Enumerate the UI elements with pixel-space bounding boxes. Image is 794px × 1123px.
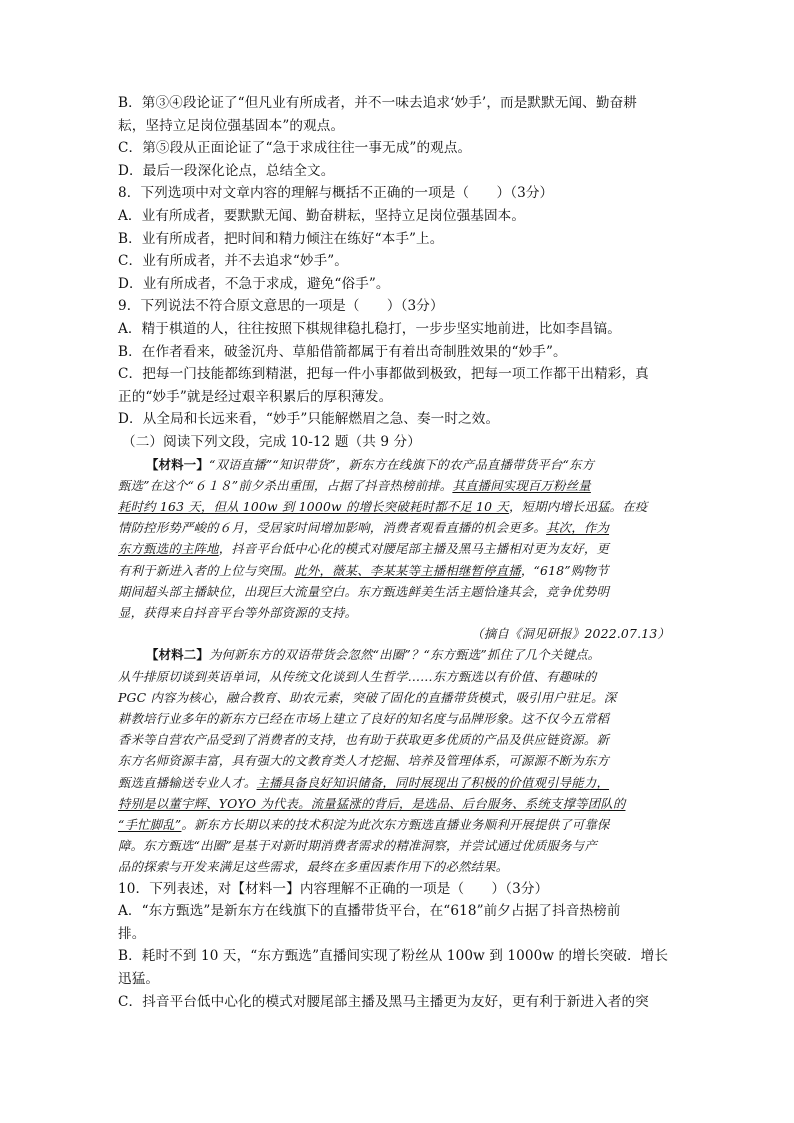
material2-line-10: 障。东方甄选“出圈”是基于对新时期消费者需求的精准洞察，并尝试通过优质服务与产	[118, 838, 597, 854]
q9-stem: 9．下列说法不符合原文意思的一项是（ ）（3分）	[118, 298, 444, 315]
q10-option-a-line2: 排。	[118, 925, 146, 942]
q10-option-c-line1: C．抖音平台低中心化的模式对腰尾部主播及黑马主播更为友好，更有利于新进入者的突	[118, 993, 649, 1010]
q7-option-c: C．第⑤段从正面论证了“急于求成往往一事无成”的观点。	[118, 140, 472, 157]
material2-line-9	[118, 814, 670, 835]
material1-line-6	[118, 560, 670, 581]
question-10	[118, 878, 670, 1014]
page-content	[118, 92, 670, 1013]
q9-option-b: B．在作者看来，破釜沉舟、草船借箭都属于有着出奇制胜效果的“妙手”。	[118, 343, 567, 360]
q10-option-b-line1: B．耗时不到 10 天，“东方甄选”直播间实现了粉丝从 100w 到 1000w 的增长突破．增长	[118, 948, 669, 965]
material2-text-1: 为何新东方的双语带货会忽然“出圈”？“东方甄选”抓住了几个关键点。	[208, 647, 601, 663]
q8-option-c: C．业有所成者，并不去追求“妙手”。	[118, 253, 349, 270]
question-9	[118, 295, 670, 431]
q7-option-d: D．最后一段深化论点，总结全文。	[118, 162, 335, 179]
material1-line-1	[118, 454, 670, 475]
material2-line-7	[118, 772, 670, 793]
material2-line-1	[118, 644, 670, 665]
material1-underline-2: 耗时约 163 天，但从 100w 到 1000w 的增长突破耗时都不足 10 天	[118, 498, 509, 514]
q7-option-b-line2: 耘，坚持立足岗位强基固本”的观点。	[118, 117, 345, 134]
material2-line-3: PGC 内容为核心，融合教育、助农元素，突破了固化的直播带货模式，吸引用户驻足。深	[118, 689, 617, 705]
material1-underline-3: 其次，作为	[546, 520, 610, 536]
material1-line-7: 期间超头部主播缺位，出现巨大流量空白。东方甄选鲜美生活主题恰逢其会，竞争优势明	[118, 583, 610, 599]
section-2-title: （二）阅读下列文段，完成 10-12 题（共 9 分）	[122, 433, 421, 450]
material1-line-5	[118, 538, 670, 559]
material1-text-6c: ，“618”购物节	[520, 562, 609, 578]
q9-option-c-line1: C．把每一门技能都练到精湛，把每一件小事都做到极致，把每一项工作都干出精彩，真	[118, 366, 649, 383]
q7-option-b-line1: B．第③④段论证了“但凡业有所成者，并不一味去追求‘妙手’，而是默默无闻、勤奋耕	[118, 95, 637, 111]
q8-option-b: B．业有所成者，把时间和精力倾注在练好“本手”上。	[118, 230, 444, 247]
q8-option-d: D．业有所成者，不急于求成，避免“俗手”。	[118, 275, 390, 292]
material2-underline-3: “手忙脚乱”	[118, 816, 182, 832]
material1-source: （摘自《洞见研报》2022.07.13）	[471, 626, 670, 642]
material2-line-4: 耕教培行业多年的新东方已经在市场上建立了良好的知名度与品牌形象。这不仅今五常稻	[118, 710, 610, 726]
material-1	[118, 454, 670, 645]
material2-line-11: 品的探索与开发来满足这些需求，最终在多重因素作用下的必然结果。	[118, 859, 509, 875]
material1-line-8: 显，获得来自抖音平台等外部资源的支持。	[118, 604, 358, 620]
material2-text-7a: 甄选直播输送专业人才。	[118, 774, 257, 790]
material1-underline-1: 其直播间实现百万粉丝量	[452, 477, 591, 493]
q8-stem: 8．下列选项中对文章内容的理解与概括不正确的一项是（ ）（3分）	[118, 185, 554, 202]
material2-underline-2: 特别是以董宇辉、YOYO 为代表。流量猛涨的背后，是选品、后台服务、系统支撑等团队的	[118, 795, 626, 811]
material1-label: 【材料一】	[146, 456, 209, 472]
q9-option-d: D．从全局和长远来看，“妙手”只能解燃眉之急、奏一时之效。	[118, 411, 500, 428]
material1-text-3b: ，短期内增长迅猛。在疫	[508, 498, 648, 514]
q8-option-a: A．业有所成者，要默默无闻、勤奋耕耘，坚持立足岗位强基固本。	[118, 207, 526, 224]
material2-line-2: 从牛排原切谈到英语单词，从传统文化谈到人生哲学……东方甄选以有价值、有趣味的	[118, 668, 597, 684]
material1-line-4	[118, 517, 670, 538]
material1-underline-4: 东方甄选的主阵地	[118, 541, 219, 557]
material2-underline-1: 主播具备良好知识储备，同时展现出了积极的价值观引导能力，	[256, 774, 610, 790]
material1-text-4: 情防控形势严峻的６月，受居家时间增加影响，消费者观看直播的机会更多。	[118, 520, 547, 536]
material2-line-6: 东方名师资源丰富，具有强大的文教育类人才挖掘、培养及管理体系，可源源不断为东方	[118, 753, 610, 769]
material2-text-9b: 。新东方长期以来的技术积淀为此次东方甄选直播业务顺利开展提供了可靠保	[181, 816, 610, 832]
material1-text-1: “双语直播”“知识带货”，新东方在线旗下的农产品直播带货平台“东方	[208, 456, 595, 472]
q9-option-c-line2: 正的“妙手”就是经过艰辛积累后的厚积薄发。	[118, 388, 393, 405]
material-2	[118, 644, 670, 877]
question-8	[118, 182, 670, 295]
material1-text-5b: ，抖音平台低中心化的模式对腰尾部主播及黑马主播相对更为友好，更	[218, 541, 610, 557]
q9-option-a: A．精于棋道的人，往往按照下棋规律稳扎稳打，一步步坚实地前进，比如李昌镐。	[118, 320, 621, 337]
material2-label: 【材料二】	[146, 647, 209, 663]
material1-text-2a: 甄选”在这个“６１８”前夕杀出重围，占据了抖音热榜前排。	[118, 477, 453, 493]
material1-line-3	[118, 496, 670, 517]
material2-line-5: 香米等自营农产品受到了消费者的支持，也有助于获取更多优质的产品及供应链资源。新	[118, 732, 610, 748]
q10-option-b-line2: 迅猛。	[118, 970, 160, 987]
material2-line-8	[118, 793, 670, 814]
q7-options	[118, 92, 670, 182]
q10-option-a-line1: A．“东方甄选”是新东方在线旗下的直播带货平台，在“618”前夕占据了抖音热榜前	[118, 903, 621, 920]
q10-stem: 10．下列表述，对【材料一】内容理解不正确的一项是（ ）（3分）	[118, 880, 549, 897]
material1-underline-5: 此外，薇某、李某某等主播相继暂停直播	[294, 562, 521, 578]
material1-line-2	[118, 475, 670, 496]
material1-text-6: 有利于新进入者的上位与突围。	[118, 562, 295, 578]
